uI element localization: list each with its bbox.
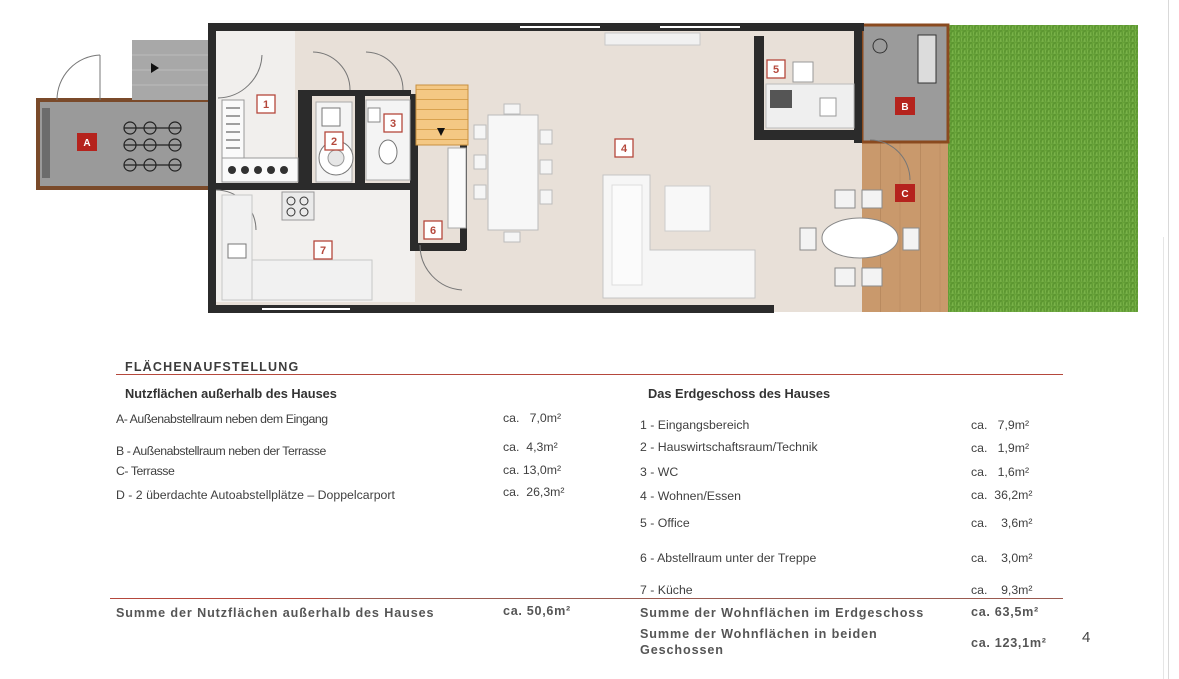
left-row-value: ca. 7,0m²: [503, 411, 562, 425]
right-row-label: 2 - Hauswirtschaftsraum/Technik: [640, 440, 818, 454]
title-rule: [116, 374, 1063, 375]
right-row-value: ca. 7,9m²: [971, 418, 1030, 432]
room-number-6: 6: [429, 225, 437, 237]
right-sum1-label: Summe der Wohnflächen im Erdgeschoss: [640, 606, 925, 620]
left-row-value: ca. 4,3m²: [503, 440, 558, 454]
outdoor-badge-c: [895, 184, 915, 202]
left-sum-value: ca. 50,6m²: [503, 604, 571, 618]
right-row-label: 7 - Küche: [640, 583, 693, 597]
page-edge: [1168, 0, 1169, 679]
lawn-area: [948, 25, 1138, 312]
right-row-label: 6 - Abstellraum unter der Treppe: [640, 551, 817, 565]
left-row-label: D - 2 überdachte Autoabstellplätze – Doppelcarport: [116, 488, 395, 502]
room-number-5: 5: [772, 64, 780, 76]
outdoor-letter-a: A: [83, 138, 91, 149]
room-badge-1: [257, 95, 275, 113]
room-badge-7: [314, 241, 332, 259]
room-number-7: 7: [319, 245, 327, 257]
left-row-label: B - Außenabstellraum neben der Terrasse: [116, 444, 326, 458]
room-badge-6: [424, 221, 442, 239]
room-number-2: 2: [330, 136, 338, 148]
right-row-value: ca. 1,9m²: [971, 441, 1030, 455]
room-badge-5: [767, 60, 785, 78]
left-column-heading: Nutzflächen außerhalb des Hauses: [125, 386, 337, 401]
right-sum1-value: ca. 63,5m²: [971, 605, 1039, 619]
room-number-3: 3: [389, 118, 397, 130]
right-row-value: ca. 3,0m²: [971, 551, 1033, 565]
room-badge-2: [325, 132, 343, 150]
right-sum2-label-line1: Summe der Wohnflächen in beiden: [640, 627, 878, 641]
room-number-1: 1: [262, 99, 270, 111]
left-row-value: ca. 13,0m²: [503, 463, 562, 477]
right-row-value: ca. 9,3m²: [971, 583, 1033, 597]
room-badge-4: [615, 139, 633, 157]
page-number: 4: [1082, 629, 1091, 646]
sum-rule-right: [328, 598, 1063, 599]
outdoor-badge-a: [77, 133, 97, 151]
right-row-label: 5 - Office: [640, 516, 690, 530]
left-row-label: C- Terrasse: [116, 464, 175, 478]
left-row-value: ca. 26,3m²: [503, 485, 565, 499]
sum-rule-left: [110, 598, 328, 599]
section-title: FLÄCHENAUFSTELLUNG: [125, 360, 300, 374]
right-row-label: 4 - Wohnen/Essen: [640, 489, 741, 503]
right-row-label: 1 - Eingangsbereich: [640, 418, 750, 432]
right-row-label: 3 - WC: [640, 465, 679, 479]
left-row-label: A- Außenabstellraum neben dem Eingang: [116, 412, 328, 426]
outdoor-letter-c: C: [901, 189, 909, 200]
room-badge-3: [384, 114, 402, 132]
right-column-heading: Das Erdgeschoss des Hauses: [648, 386, 831, 401]
right-row-value: ca. 1,6m²: [971, 465, 1030, 479]
room-number-4: 4: [620, 143, 628, 155]
right-sum2-value: ca. 123,1m²: [971, 636, 1047, 650]
page-edge-inner: [1163, 237, 1164, 679]
right-row-value: ca. 36,2m²: [971, 488, 1033, 502]
right-row-value: ca. 3,6m²: [971, 516, 1033, 530]
outdoor-badge-b: [895, 97, 915, 115]
floor-plan: [0, 0, 1179, 330]
outdoor-letter-b: B: [901, 102, 909, 113]
left-sum-label: Summe der Nutzflächen außerhalb des Hauses: [116, 606, 435, 620]
right-sum2-label-line2: Geschossen: [640, 643, 724, 657]
